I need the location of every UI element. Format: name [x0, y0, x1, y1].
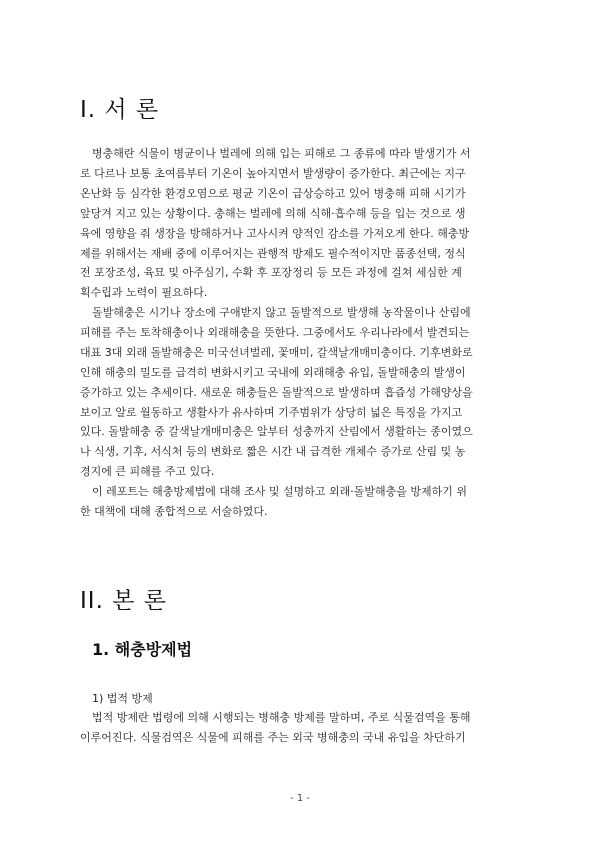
text-line: 인해 해충의 밀도를 급격히 변화시키고 국내에 외래해충 유입, 돌발해충의 발생이 — [80, 365, 466, 379]
text-line: 앞당겨 지고 있는 상황이다. 충해는 벌레에 의해 식해·흡수해 등을 입는 것으로 생 — [80, 206, 466, 220]
item-heading: 1) 법적 방제 — [92, 692, 153, 705]
text-line: 제를 위해서는 재배 중에 이루어지는 관행적 방제도 필수적이지만 품종선택, 정식 — [80, 246, 466, 260]
intro-paragraph-2 — [80, 303, 520, 482]
text-line: 로 다르나 보통 초여름부터 기온이 높아지면서 발생량이 증가한다. 최근에는 지구 — [80, 166, 466, 180]
section-heading-body: II. 본 론 — [80, 588, 167, 614]
text-line: 증가하고 있는 추세이다. 새로운 해충들은 돌발적으로 발생하며 흡즙성 가해양상을 — [80, 385, 473, 399]
text-line: 전 포장조성, 육묘 및 아주심기, 수확 후 포장정리 등 모든 과정에 걸쳐 세심한 계 — [80, 266, 462, 280]
text-line: 있다. 돌발해충 중 갈색날개매미충은 알부터 성충까지 산림에서 생활하는 종이였으 — [80, 425, 473, 439]
text-line: 한 대책에 대해 종합적으로 서술하였다. — [80, 504, 268, 518]
text-line: 대표 3대 외래 돌발해충은 미국선녀벌레, 꽃매미, 갈색날개매미충이다. 기후변화로 — [80, 345, 473, 359]
text-line: 병충해란 식물이 병균이나 벌레에 의해 입는 피해로 그 종류에 따라 발생기가 서 — [92, 147, 471, 160]
section-heading-introduction: I. 서 론 — [80, 97, 160, 123]
text-line: 나 식생, 기후, 서식처 등의 변화로 짧은 시간 내 급격한 개체수 증가로 산림 및 농 — [80, 445, 466, 459]
text-line: 경지에 큰 피해를 주고 있다. — [80, 465, 215, 479]
text-line: 이루어진다. 식물검역은 식물에 피해를 주는 외국 병해충의 국내 유입을 차단하기 — [80, 730, 466, 744]
page-number: - 1 - — [290, 793, 310, 804]
body-paragraph-1 — [80, 708, 520, 748]
text-line: 법적 방제란 법령에 의해 시행되는 병해충 방제를 말하며, 주로 식물검역을 통해 — [92, 711, 471, 724]
text-line: 보이고 알로 월동하고 생활사가 유사하며 기주범위가 상당히 넓은 특징을 가지고 — [80, 405, 463, 419]
text-line: 획수립과 노력이 필요하다. — [80, 286, 208, 300]
text-line: 온난화 등 심각한 환경오염으로 평균 기온이 급상승하고 있어 병충해 피해 시기가 — [80, 186, 466, 200]
text-line: 육에 영향을 줘 생장을 방해하거나 고사시켜 양적인 감소를 가져오게 한다. 해충방 — [80, 226, 470, 240]
intro-paragraph-3 — [80, 482, 520, 522]
text-line: 피해를 주는 토착해충이나 외래해충을 뜻한다. 그중에서도 우리나라에서 발견되는 — [80, 325, 470, 339]
intro-paragraph-1 — [80, 144, 520, 303]
subsection-heading: 1. 해충방제법 — [92, 640, 193, 659]
text-line: 돌발해충은 시기나 장소에 구애받지 않고 돌발적으로 발생해 농작물이나 산림에 — [92, 306, 471, 319]
text-line: 이 레포트는 해충방제법에 대해 조사 및 설명하고 외래·돌발해충을 방제하기 위 — [92, 485, 467, 498]
